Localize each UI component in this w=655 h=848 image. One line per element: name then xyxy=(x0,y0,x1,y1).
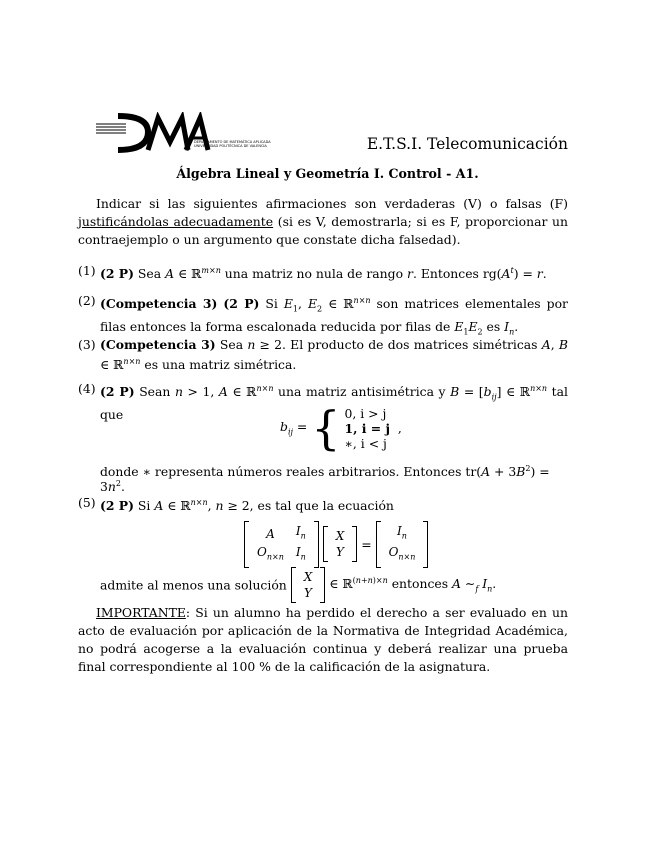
logo-line1: DEPARTAMENTO DE MATEMÁTICA APLICADA xyxy=(194,140,271,144)
logo-line2: UNIVERSIDAD POLITÉCNICA DE VALENCIA xyxy=(194,144,267,148)
emphasis-underline: justificándolas adecuadamente xyxy=(78,214,274,229)
question-4: (4) (2 P) Sean n > 1, A ∈ ℝ$^{n\times n}$ una matriz antisimétrica y $B = [b_{ij}]$ ∈ ℝ$^{n\times n}$ tal que xyxy=(78,381,568,422)
important-label: IMPORTANTE xyxy=(96,605,186,620)
question-2: (2) (Competencia 3) (2 P) Si $E_1$, $E_2$ ∈ ℝ$^{n\times n}$ son matrices elementales por filas entonces la forma escalonada reducida por filas de $E_1E_2$ es $I_n$. xyxy=(78,293,568,337)
instructions: Indicar si las siguientes afirmaciones son verdaderas (V) o falsas (F) justificándolas adecuadamente (si es V, demostrarla; si es F, proporcionar un contraejemplo o un argumento que constate dicha falsedad). xyxy=(78,196,568,247)
question-5-conclusion: admite al menos una solución X Y ∈ ℝ$^{(n+n)\times n}$ entonces A $\sim_f$ $I_n$. xyxy=(100,567,570,603)
exam-title: Álgebra Lineal y Geometría I. Control - A1. xyxy=(176,166,479,181)
important-note: IMPORTANTE: Si un alumno ha perdido el derecho a ser evaluado en un acto de evaluación por aplicación de la Normativa de Integridad Académica, no podrá acogerse a la evaluación continua y deberá realizar una prueba final correspondiente al 100 % de la calificación de la asignatura. xyxy=(78,605,568,674)
school-name: E.T.S.I. Telecomunicación xyxy=(366,135,568,153)
question-5: (5) (2 P) Si A ∈ ℝ$^{n\times n}$, n ≥ 2, es tal que la ecuación xyxy=(78,495,394,514)
piecewise-definition: $b_{ij}$ = { 0, i > j 1, i = j ∗, i < j , xyxy=(280,401,402,455)
question-1: (1) (2 P) Sea A ∈ ℝ$^{m\times n}$ una matriz no nula de rango r. Entonces $rg(A^t) = r$. xyxy=(78,263,547,282)
question-3: (3) (Competencia 3) Sea n ≥ 2. El producto de dos matrices simétricas A, B ∈ ℝ$^{n\times n}$ es una matriz simétrica. xyxy=(78,337,568,373)
question-4-conclusion: donde ∗ representa números reales arbitrarios. Entonces $tr(A + 3B^2) = 3n^2$. xyxy=(100,464,550,495)
block-matrix-equation: A $I_n$ $O_{n\times n}$ $I_n$ X Y = $I_n$ $O_{n\times n}$ xyxy=(244,521,428,568)
